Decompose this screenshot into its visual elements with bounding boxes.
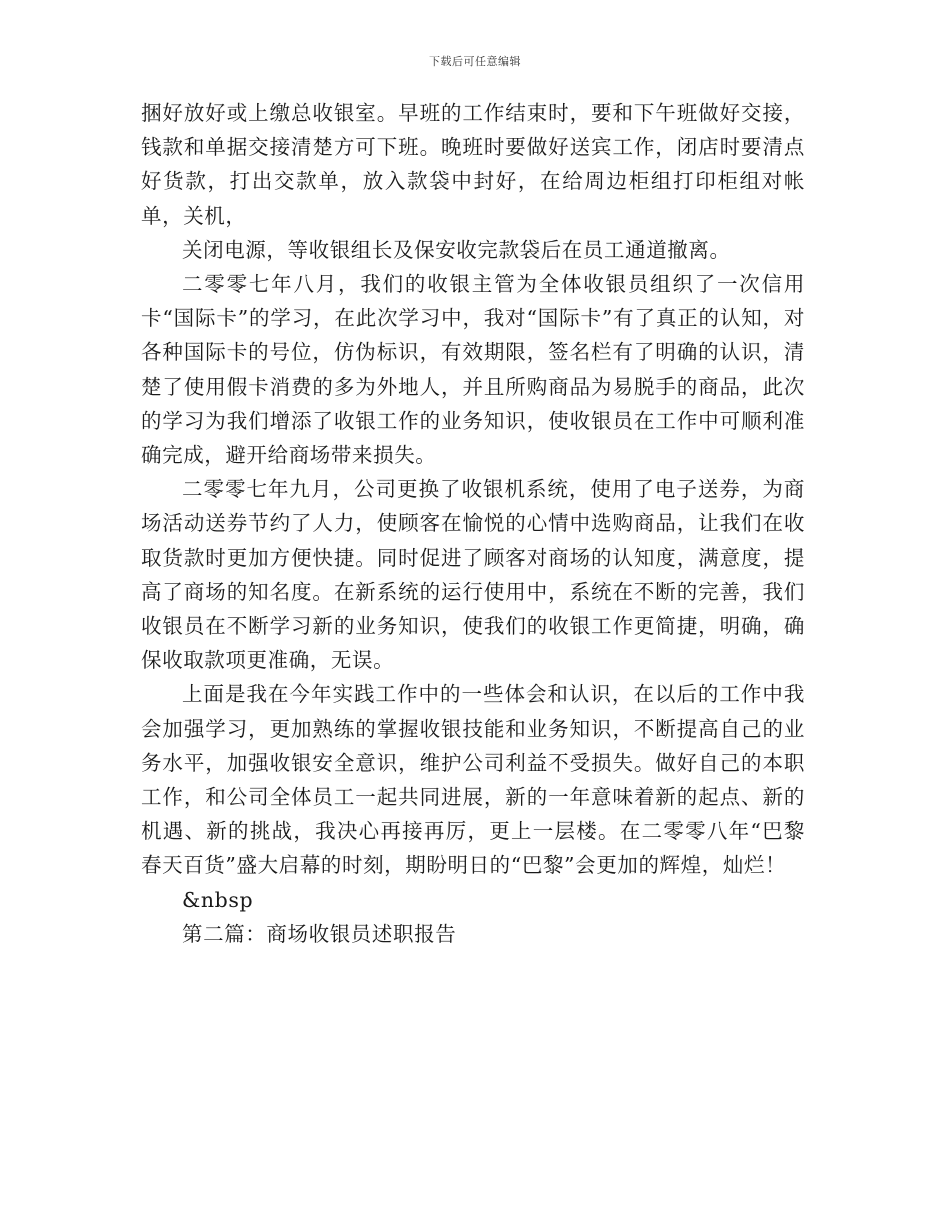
paragraph-1: 捆好放好或上缴总收银室。早班的工作结束时，要和下午班做好交接，钱款和单据交接清楚方可下班。晚班时要做好送宾工作，闭店时要清点好货款，打出交款单，放入款袋中封好，在给周边柜组打印柜组对帐单，关机， bbox=[141, 101, 805, 228]
paragraph-3: 二零零七年八月，我们的收银主管为全体收银员组织了一次信用卡“国际卡”的学习，在此次学习中，我对“国际卡”有了真正的认知，对各种国际卡的号位，仿伪标识，有效期限，签名栏有了明确的认识，清楚了使用假卡消费的多为外地人，并且所购商品为易脱手的商品，此次的学习为我们增添了收银工作的业务知识，使收银员在工作中可顺利准确完成，避开给商场带来损失。 bbox=[141, 272, 805, 468]
paragraph-5: 上面是我在今年实践工作中的一些体会和认识，在以后的工作中我会加强学习，更加熟练的掌握收银技能和业务知识，不断提高自己的业务水平，加强收银安全意识，维护公司利益不受损失。做好自己的本职工作，和公司全体员工一起共同进展，新的一年意味着新的起点、新的机遇、新的挑战，我决心再接再厉，更上一层楼。在二零零八年“巴黎春天百货”盛大启幕的时刻，期盼明日的“巴黎”会更加的辉煌，灿烂！ bbox=[141, 682, 805, 878]
paragraph-4: 二零零七年九月，公司更换了收银机系统，使用了电子送券，为商场活动送券节约了人力，使顾客在愉悦的心情中选购商品，让我们在收取货款时更加方便快捷。同时促进了顾客对商场的认知度，满意度，提高了商场的知名度。在新系统的运行使用中，系统在不断的完善，我们收银员在不断学习新的业务知识，使我们的收银工作更简捷，明确，确保收取款项更准确，无误。 bbox=[141, 477, 805, 673]
stray-entity-text: &nbsp bbox=[182, 887, 254, 912]
document-body bbox=[141, 96, 805, 951]
section-heading: 第二篇：商场收银员述职报告 bbox=[182, 921, 457, 946]
paragraph-2: 关闭电源，等收银组长及保安收完款袋后在员工通道撤离。 bbox=[182, 237, 731, 262]
page-header-note: 下载后可任意编辑 bbox=[429, 55, 521, 68]
